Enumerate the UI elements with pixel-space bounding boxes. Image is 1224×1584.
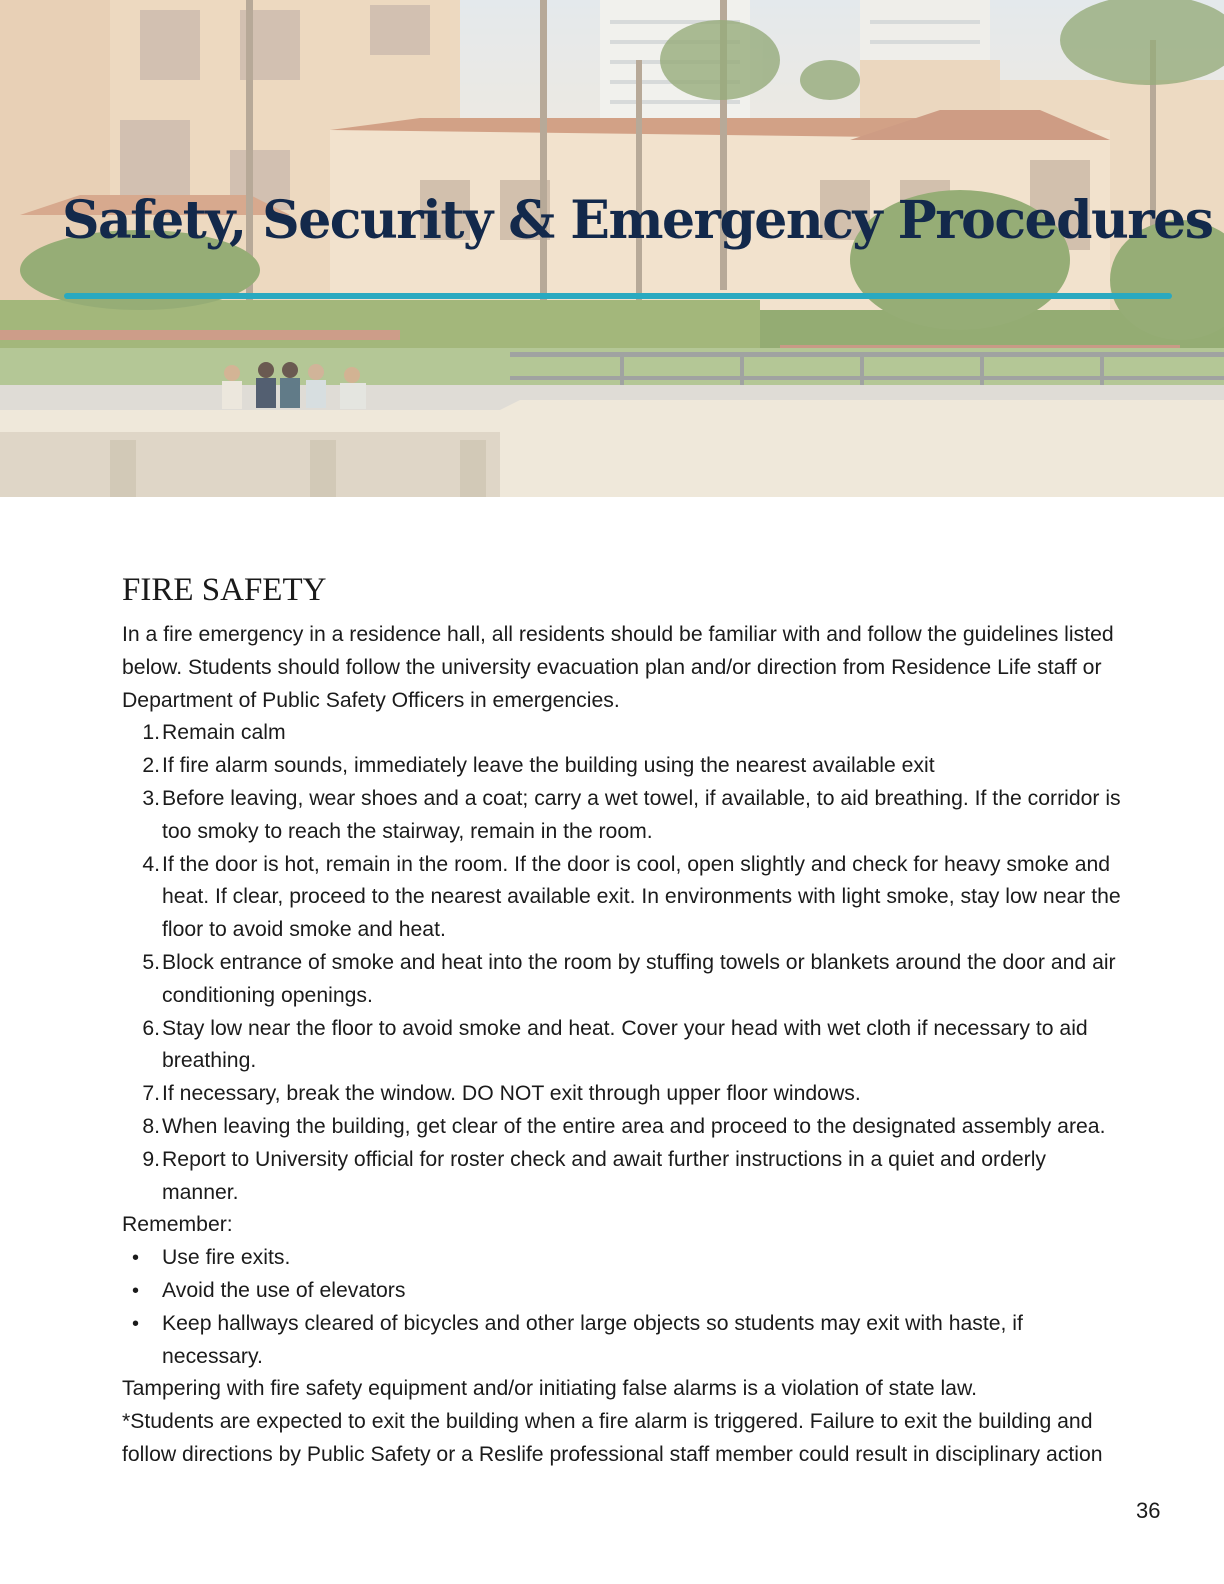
step-number: 9. — [142, 1147, 160, 1171]
step-number: 4. — [142, 852, 160, 876]
bullet-icon: • — [132, 1247, 140, 1270]
section-heading: FIRE SAFETY — [122, 572, 327, 608]
step-number: 1. — [142, 721, 160, 745]
procedure-step — [122, 1144, 1122, 1210]
step-number: 2. — [142, 754, 160, 778]
main-content — [122, 572, 1122, 1472]
procedure-step — [122, 750, 1122, 783]
procedure-step — [122, 1013, 1122, 1079]
step-number: 3. — [142, 786, 160, 810]
procedure-step — [122, 849, 1122, 947]
procedure-step — [122, 783, 1122, 849]
remember-item — [122, 1308, 1122, 1374]
tampering-note: Tampering with fire safety equipment and/or initiating false alarms is a violation of state law. — [122, 1377, 977, 1401]
remember-item-text: Keep hallways cleared of bicycles and other large objects so students may exit with haste, if necessary. — [162, 1311, 1023, 1368]
step-text: When leaving the building, get clear of the entire area and proceed to the designated assembly area. — [162, 1114, 1106, 1138]
procedure-list — [122, 717, 1122, 1209]
exit-note: *Students are expected to exit the building when a fire alarm is triggered. Failure to exit the building and follow directions by Public Safety or a Reslife professional staff member could result in disciplinary action — [122, 1410, 1103, 1466]
remember-label: Remember: — [122, 1213, 233, 1237]
step-number: 6. — [142, 1016, 160, 1040]
remember-item — [122, 1242, 1122, 1275]
title-underline — [64, 293, 1172, 299]
remember-item-text: Avoid the use of elevators — [162, 1278, 406, 1302]
procedure-step — [122, 1078, 1122, 1111]
step-text: Report to University official for roster check and await further instructions in a quiet and orderly manner. — [162, 1147, 1047, 1204]
bullet-icon: • — [132, 1312, 140, 1335]
page-number: 36 — [1136, 1498, 1161, 1523]
step-number: 8. — [142, 1114, 160, 1138]
step-text: Remain calm — [162, 721, 286, 745]
bullet-icon: • — [132, 1279, 140, 1302]
step-text: If necessary, break the window. DO NOT exit through upper floor windows. — [162, 1082, 861, 1106]
step-number: 5. — [142, 950, 160, 974]
procedure-step — [122, 1111, 1122, 1144]
procedure-step — [122, 717, 1122, 750]
remember-item-text: Use fire exits. — [162, 1246, 291, 1270]
step-text: Block entrance of smoke and heat into the room by stuffing towels or blankets around the door and air conditioning openings. — [162, 950, 1116, 1007]
step-text: Before leaving, wear shoes and a coat; carry a wet towel, if available, to aid breathing. If the corridor is too smoky to reach the stairway, remain in the room. — [162, 786, 1121, 843]
remember-list — [122, 1242, 1122, 1373]
procedure-step — [122, 947, 1122, 1013]
intro-paragraph: In a fire emergency in a residence hall, all residents should be familiar with and follow the guidelines listed below. Students should follow the university evacuation plan and/or direction from Residence Life staff or Department of Public Safety Officers in emergencies. — [122, 623, 1114, 712]
remember-item — [122, 1275, 1122, 1308]
step-number: 7. — [142, 1082, 160, 1106]
page-title: Safety, Security & Emergency Procedures — [62, 190, 1213, 251]
step-text: If the door is hot, remain in the room. If the door is cool, open slightly and check for heavy smoke and heat. If clear, proceed to the nearest available exit. In environments with light smoke, stay low near the floor to avoid smoke and heat. — [162, 852, 1121, 942]
step-text: If fire alarm sounds, immediately leave the building using the nearest available exit — [162, 754, 935, 778]
step-text: Stay low near the floor to avoid smoke and heat. Cover your head with wet cloth if necessary to aid breathing. — [162, 1016, 1088, 1073]
